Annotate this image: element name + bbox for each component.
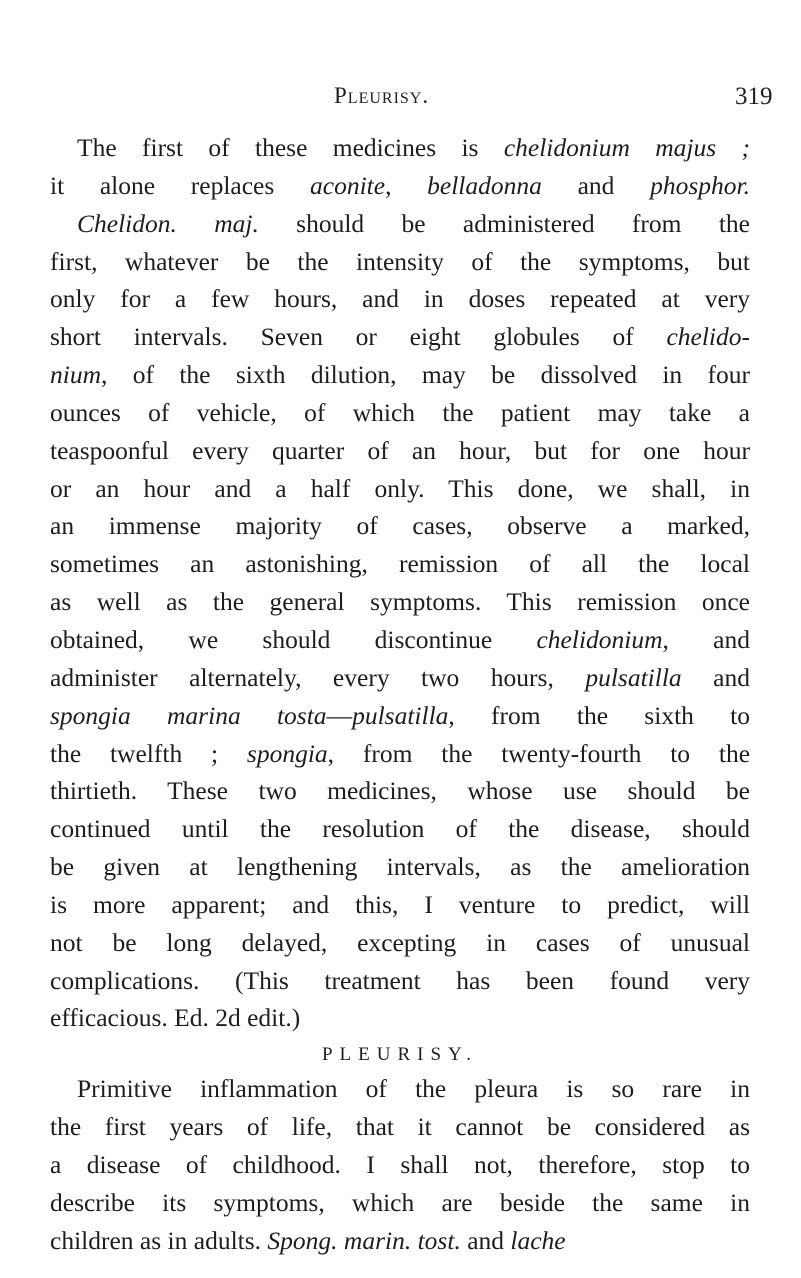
text-run: children as in adults. xyxy=(50,1225,268,1255)
text-run: complications. (This treatment has been found very xyxy=(50,965,750,995)
text-run: The first of these medicines is xyxy=(77,133,504,162)
text-run: first, whatever be the intensity of the symptoms, but xyxy=(50,246,750,276)
page-number: 319 xyxy=(735,83,773,110)
text-run: and xyxy=(541,170,651,200)
text-line xyxy=(50,1184,750,1222)
text-line xyxy=(50,999,750,1037)
text-line xyxy=(50,545,750,583)
text-run: a disease of childhood. I shall not, therefore, stop to xyxy=(50,1149,750,1179)
text-run: not be long delayed, excepting in cases of unusual xyxy=(50,927,750,957)
text-run: PLEURISY. xyxy=(321,1044,479,1066)
text-line xyxy=(50,318,750,356)
text-line xyxy=(50,924,750,962)
text-line xyxy=(50,356,750,394)
text-run: sometimes an astonishing, remission of all the local xyxy=(50,549,750,579)
body-text xyxy=(50,129,750,1259)
text-run: , xyxy=(385,170,428,200)
text-run: continued until the resolution of the disease, should xyxy=(50,814,750,844)
text-line xyxy=(50,848,750,886)
text-run: obtained, we should discontinue xyxy=(50,624,537,654)
text-run: and xyxy=(681,662,750,692)
text-line xyxy=(50,886,750,924)
text-line xyxy=(50,697,750,735)
italic-term: lache xyxy=(510,1225,566,1255)
text-line xyxy=(50,1108,750,1146)
italic-term: phosphor. xyxy=(650,170,750,200)
text-run: should be administered from the xyxy=(258,208,750,238)
text-run: the twelfth ; xyxy=(50,738,247,768)
italic-term: pulsatilla xyxy=(352,700,449,730)
text-line xyxy=(50,470,750,508)
text-run: as well as the general symptoms. This remission once xyxy=(50,587,750,617)
text-run: the first years of life, that it cannot be considered as xyxy=(50,1112,750,1142)
text-line xyxy=(50,735,750,773)
text-run: thirtieth. These two medicines, whose use should be xyxy=(50,776,750,806)
text-run: or an hour and a half only. This done, we shall, in xyxy=(50,473,750,503)
italic-term: Chelidon. maj. xyxy=(77,208,259,238)
text-line xyxy=(50,583,750,621)
text-run: administer alternately, every two hours, xyxy=(50,662,586,692)
text-line xyxy=(50,167,750,205)
text-line xyxy=(50,1070,750,1108)
section-heading xyxy=(50,1037,750,1070)
text-line xyxy=(50,772,750,810)
text-line xyxy=(50,1222,750,1260)
text-run: , of the sixth dilution, may be dissolved in four xyxy=(101,360,750,390)
text-run: , from the sixth to xyxy=(448,700,750,730)
italic-term: pulsatilla xyxy=(585,662,682,692)
text-run: it alone replaces xyxy=(50,170,310,200)
text-line xyxy=(50,810,750,848)
italic-term: spongia xyxy=(246,738,328,768)
text-run: be given at lengthening intervals, as the amelioration xyxy=(50,852,750,882)
text-run: is more apparent; and this, I venture to predict, will xyxy=(50,889,750,919)
italic-term: chelidonium xyxy=(536,624,663,654)
text-run: short intervals. Seven or eight globules of xyxy=(50,322,667,352)
running-title: Pleurisy. xyxy=(334,83,430,108)
text-run: Primitive inflammation of the pleura is so rare in xyxy=(77,1074,750,1104)
text-line xyxy=(50,621,750,659)
text-line xyxy=(50,1146,750,1184)
text-line xyxy=(50,394,750,432)
text-line xyxy=(50,129,750,167)
text-line xyxy=(50,432,750,470)
text-run: only for a few hours, and in doses repeated at very xyxy=(50,284,750,314)
italic-term: nium xyxy=(50,360,101,390)
text-run: efficacious. Ed. 2d edit.) xyxy=(50,1003,301,1033)
text-line xyxy=(50,659,750,697)
text-run: — xyxy=(326,700,353,730)
text-run: describe its symptoms, which are beside the same in xyxy=(50,1187,750,1217)
page-header xyxy=(0,83,801,113)
text-run: , and xyxy=(662,624,750,654)
text-run: , from the twenty-fourth to the xyxy=(327,738,750,768)
italic-term: chelidonium majus ; xyxy=(503,133,750,162)
text-line xyxy=(50,507,750,545)
text-line xyxy=(50,205,750,243)
text-run: an immense majority of cases, observe a marked, xyxy=(50,511,750,541)
text-line xyxy=(50,280,750,318)
text-line xyxy=(50,243,750,281)
italic-term: spongia marina tosta xyxy=(50,700,327,730)
italic-term: aconite xyxy=(310,170,386,200)
text-run: ounces of vehicle, of which the patient may take a xyxy=(50,397,750,427)
italic-term: belladonna xyxy=(427,170,542,200)
text-run: teaspoonful every quarter of an hour, but for one hour xyxy=(50,435,750,465)
text-run: and xyxy=(460,1225,511,1255)
italic-term: chelido- xyxy=(666,322,750,352)
text-line xyxy=(50,962,750,1000)
italic-term: Spong. marin. tost. xyxy=(267,1225,461,1255)
